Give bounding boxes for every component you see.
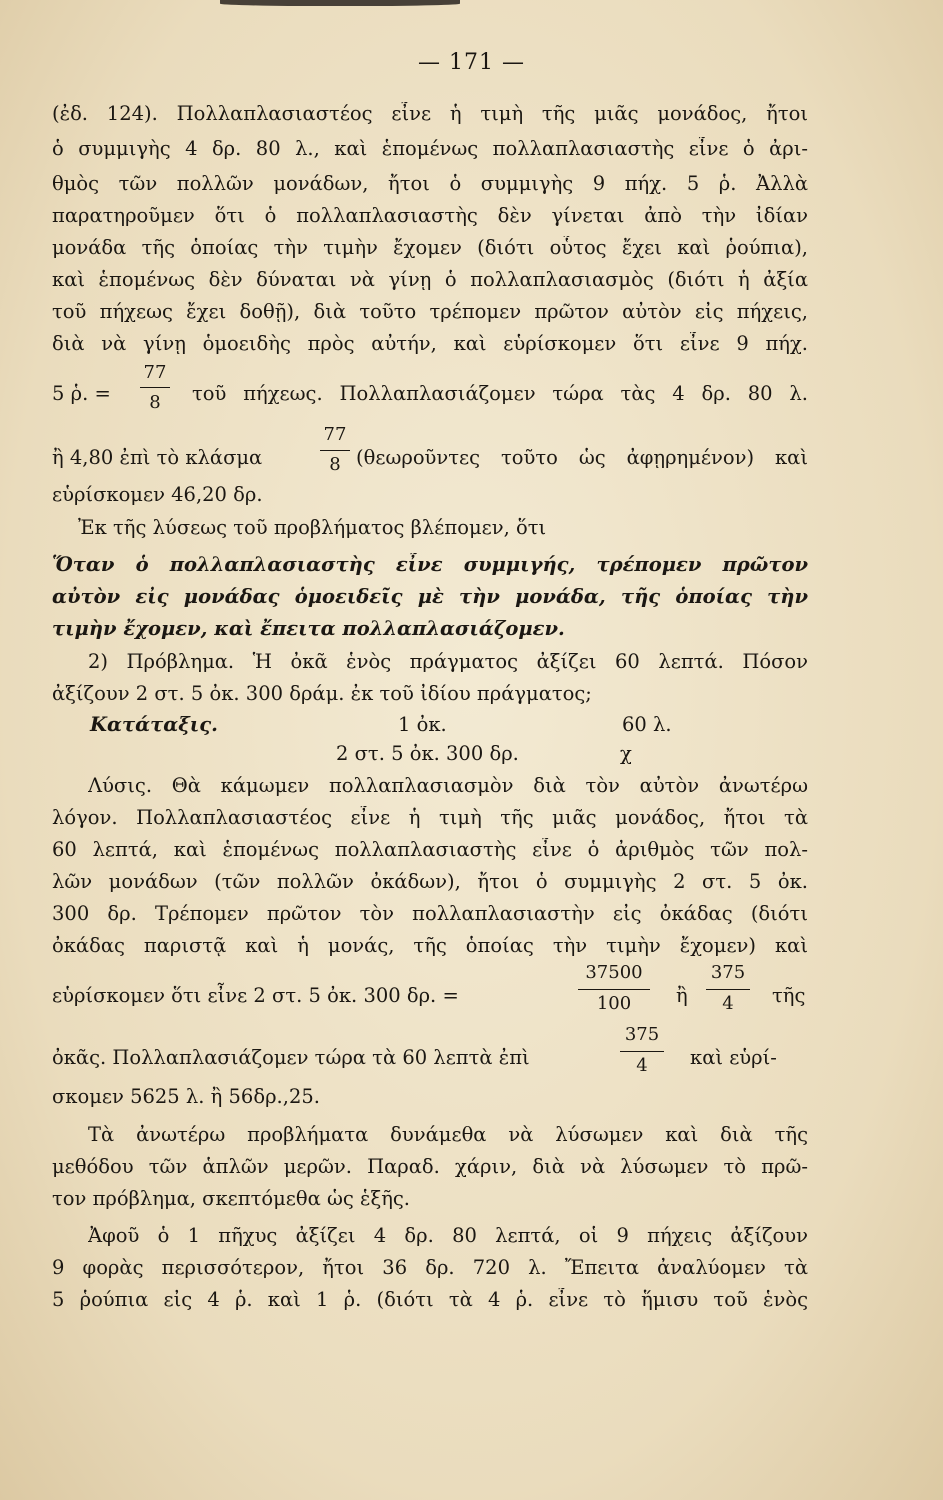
fraction5-denominator: 4 <box>636 1055 648 1076</box>
arrangement-label: Κατάταξις. <box>90 713 218 736</box>
fraction3-numerator: 37500 <box>585 962 643 983</box>
binding-mark <box>220 0 460 6</box>
para-line-6: 5 ῥούπια εἰς 4 ῥ. καὶ 1 ῥ. (διότι τὰ 4 ῥ. εἶνε τὸ ἥμισυ τοῦ ἑνὸς <box>52 1288 808 1311</box>
fraction2-numerator: 77 <box>323 424 347 445</box>
eq3-tail: τῆς <box>772 984 806 1007</box>
eq2-lhs: ἢ 4,80 ἐπὶ τὸ κλάσμα <box>52 446 263 469</box>
para-line-3: τον πρόβλημα, σκεπτόμεθα ὡς ἑξῆς. <box>52 1187 411 1210</box>
rule-line-3: τιμὴν ἔχομεν, καὶ ἔπειτα πολλαπλασιάζομεν. <box>52 617 565 640</box>
para-line-4: Ἀφοῦ ὁ 1 πῆχυς ἀξίζει 4 δρ. 80 λεπτά, οἱ 9 πήχεις ἀξίζουν <box>88 1224 808 1247</box>
text-line-9: Ἐκ τῆς λύσεως τοῦ προβλήματος βλέπομεν, ὅτι <box>78 516 547 539</box>
para-line-5: 9 φορὰς περισσότερον, ἤτοι 36 δρ. 720 λ. Ἔπειτα ἀναλύομεν τὰ <box>52 1256 808 1279</box>
text-line-4: παρατηροῦμεν ὅτι ὁ πολλαπλασιαστὴς δὲν γίνεται ἀπὸ τὴν ἰδίαν <box>52 204 808 227</box>
text-line-3: θμὸς τῶν πολλῶν μονάδων, ἤτοι ὁ συμμιγὴς 9 πήχ. 5 ῥ. Ἀλλὰ <box>52 172 808 195</box>
arrangement-row1-left: 1 ὀκ. <box>398 713 447 736</box>
solution-line-5: 300 δρ. Τρέπομεν πρῶτον τὸν πολλαπλασιαστὴν εἰς ὀκάδας (διότι <box>52 902 808 925</box>
solution-line-1: Λύσις. Θὰ κάμωμεν πολλαπλασιασμὸν διὰ τὸν αὐτὸν ἀνωτέρω <box>88 774 808 797</box>
text-line-8: διὰ νὰ γίνῃ ὁμοειδὴς πρὸς αὐτήν, καὶ εὑρίσκομεν ὅτι εἶνε 9 πήχ. <box>52 332 808 355</box>
arrangement-row1-right: 60 λ. <box>622 713 672 736</box>
fraction-bar <box>140 387 170 388</box>
eq3-lhs: εὑρίσκομεν ὅτι εἶνε 2 στ. 5 ὀκ. 300 δρ. = <box>52 984 459 1007</box>
eq-lhs: 5 ῥ. = <box>52 382 111 405</box>
fraction3-bar <box>578 989 650 990</box>
text-line-1: (ἐδ. 124). Πολλαπλασιαστέος εἶνε ἡ τιμὴ τῆς μιᾶς μονάδος, ἤτοι <box>52 102 808 125</box>
eq4-lhs: ὀκᾶς. Πολλαπλασιάζομεν τώρα τὰ 60 λεπτὰ ἐπὶ <box>52 1046 530 1069</box>
solution-line-4: λῶν μονάδων (τῶν πολλῶν ὀκάδων), ἤτοι ὁ συμμιγὴς 2 στ. 5 ὀκ. <box>52 870 808 893</box>
text-line-5: μονάδα τῆς ὁποίας τὴν τιμὴν ἔχομεν (διότι οὗτος ἔχει καὶ ῥούπια), <box>52 236 808 259</box>
para-line-1: Τὰ ἀνωτέρω προβλήματα δυνάμεθα νὰ λύσωμεν καὶ διὰ τῆς <box>88 1123 808 1146</box>
rule-line-2: αὐτὸν εἰς μονάδας ὁμοειδεῖς μὲ τὴν μονάδα, τῆς ὁποίας τὴν <box>52 585 808 608</box>
fraction3-denominator: 100 <box>596 993 632 1014</box>
eq4-tail: καὶ εὑρί- <box>690 1046 777 1069</box>
fraction5-bar <box>620 1051 664 1052</box>
solution-line-6: ὀκάδας παριστᾷ καὶ ἡ μονάς, τῆς ὁποίας τὴν τιμὴν ἔχομεν) καὶ <box>52 934 808 957</box>
solution-line-2: λόγον. Πολλαπλασιαστέος εἶνε ἡ τιμὴ τῆς μιᾶς μονάδος, ἤτοι τὰ <box>52 806 808 829</box>
eq3-or: ἢ <box>676 984 688 1007</box>
text-line-result-2: σκομεν 5625 λ. ἢ 56δρ.,25. <box>52 1085 320 1108</box>
fraction4-bar <box>706 989 750 990</box>
fraction4-numerator: 375 <box>710 962 746 983</box>
fraction4-denominator: 4 <box>722 993 734 1014</box>
fraction2-denominator: 8 <box>329 454 341 475</box>
rule-line-1: Ὅταν ὁ πολλαπλασιαστὴς εἶνε συμμιγής, τρέπομεν πρῶτον <box>52 553 808 576</box>
arrangement-row2-left: 2 στ. 5 ὀκ. 300 δρ. <box>336 742 519 765</box>
problem-2-line-1: 2) Πρόβλημα. Ἡ ὀκᾶ ἑνὸς πράγματος ἀξίζει 60 λεπτά. Πόσον <box>88 650 808 673</box>
fraction-denominator: 8 <box>149 392 161 413</box>
eq2-rhs-text: (θεωροῦντες τοῦτο ὡς ἀφῃρημένον) καὶ <box>356 446 808 469</box>
text-line-7: τοῦ πήχεως ἔχει δοθῇ), διὰ τοῦτο τρέπομεν πρῶτον αὐτὸν εἰς πήχεις, <box>52 300 808 323</box>
solution-line-3: 60 λεπτά, καὶ ἑπομένως πολλαπλασιαστὴς εἶνε ὁ ἀριθμὸς τῶν πολ- <box>52 838 808 861</box>
text-line-6: καὶ ἑπομένως δὲν δύναται νὰ γίνῃ ὁ πολλαπλασιασμὸς (διότι ἡ ἀξία <box>52 268 808 291</box>
problem-2-line-2: ἀξίζουν 2 στ. 5 ὀκ. 300 δράμ. ἐκ τοῦ ἰδίου πράγματος; <box>52 682 592 705</box>
eq-rhs-text: τοῦ πήχεως. Πολλαπλασιάζομεν τώρα τὰς 4 δρ. 80 λ. <box>192 382 808 405</box>
text-line-2: ὁ συμμιγὴς 4 δρ. 80 λ., καὶ ἑπομένως πολλαπλασιαστὴς εἶνε ὁ ἀρι- <box>52 137 808 160</box>
arrangement-row2-right: χ <box>620 742 632 765</box>
para-line-2: μεθόδου τῶν ἁπλῶν μερῶν. Παραδ. χάριν, διὰ νὰ λύσωμεν τὸ πρῶ- <box>52 1155 808 1178</box>
text-line-result: εὑρίσκομεν 46,20 δρ. <box>52 483 263 506</box>
page-number: — 171 — <box>418 50 525 75</box>
fraction2-bar <box>320 450 350 451</box>
fraction5-numerator: 375 <box>624 1024 660 1045</box>
fraction-numerator: 77 <box>143 362 167 383</box>
